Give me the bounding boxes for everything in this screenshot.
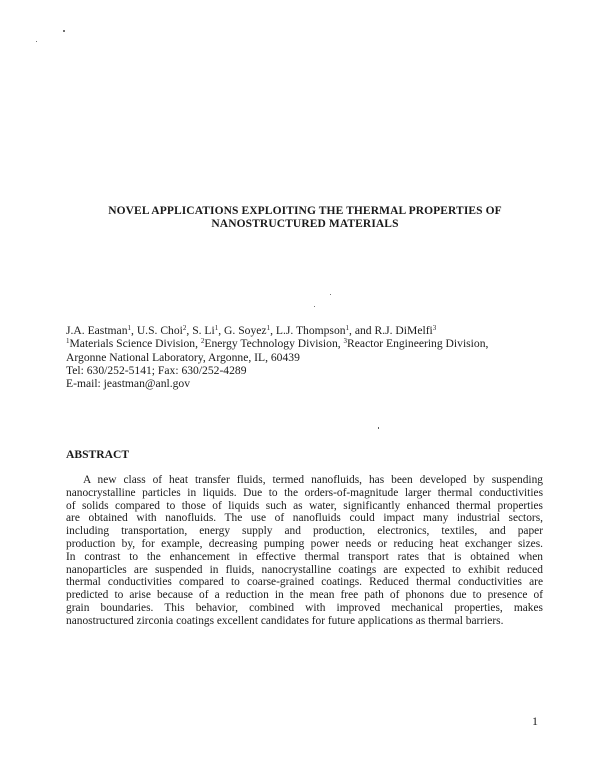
abstract-line: A new class of heat transfer fluids, termed nanofluids, has been developed by suspending	[83, 474, 543, 486]
affiliation-divisions	[66, 337, 556, 350]
affiliation-text: Reactor Engineering Division,	[347, 337, 489, 351]
affiliation-marker: 2	[182, 324, 187, 332]
title-line-2: NANOSTRUCTURED MATERIALS	[211, 218, 399, 230]
affiliation-marker: 1	[266, 324, 271, 332]
author-name: J.A. Eastman	[66, 324, 128, 337]
author-name: , and R.J. DiMelfi	[349, 324, 433, 337]
author-name: , L.J. Thompson	[270, 324, 346, 337]
author-name: , G. Soyez	[218, 324, 267, 337]
page-number: 1	[532, 714, 538, 728]
scan-speck	[378, 427, 379, 429]
affiliation-text: Energy Technology Division,	[204, 337, 344, 351]
scan-speck	[36, 41, 37, 42]
abstract-line: of solids compared to those of liquids such as water, significantly enhanced thermal properties	[66, 499, 543, 512]
affiliation-institution: Argonne National Laboratory, Argonne, IL, 60439	[66, 350, 300, 364]
abstract-line: are obtained with nanofluids. The use of nanofluids could impact many industrial sectors,	[66, 512, 543, 525]
affiliation-text: Materials Science Division,	[69, 337, 201, 351]
author-name: , U.S. Choi	[131, 324, 183, 337]
title-line-1: NOVEL APPLICATIONS EXPLOITING THE THERMAL PROPERTIES OF	[108, 205, 502, 217]
scan-speck	[314, 306, 315, 307]
author-block	[66, 324, 556, 390]
abstract-line: thermal conductivities compared to coarse-grained coatings. Reduced thermal conductivities are	[66, 576, 543, 589]
author-name: , S. Li	[186, 324, 215, 337]
author-list	[66, 324, 556, 337]
paper-title	[60, 205, 550, 231]
abstract-body	[66, 474, 543, 628]
abstract-line: predicted to arise because of a reduction in the mean free path of phonons due to presence of	[66, 589, 543, 602]
scan-speck	[63, 30, 65, 32]
scan-speck	[330, 294, 331, 295]
contact-email: E-mail: jeastman@anl.gov	[66, 377, 191, 391]
abstract-line: nanocrystalline particles in liquids. Due to the orders-of-magnitude larger thermal conductivities	[66, 486, 543, 499]
affiliation-marker: 2	[200, 337, 205, 346]
abstract-heading: ABSTRACT	[66, 448, 130, 461]
abstract-line: nanostructured zirconia coatings excellent candidates for future applications as thermal barriers.	[66, 614, 504, 627]
affiliation-marker: 1	[127, 324, 132, 332]
abstract-line: nanoparticles are suspended in fluids, nanocrystalline coatings are expected to exhibit reduced	[66, 563, 543, 576]
abstract-line: grain boundaries. This behavior, combined with improved mechanical properties, makes	[66, 601, 543, 614]
contact-phone: Tel: 630/252-5141; Fax: 630/252-4289	[66, 363, 247, 377]
affiliation-marker: 3	[432, 324, 437, 332]
abstract-line: In contrast to the enhancement in effective thermal transport rates that is obtained when	[66, 550, 543, 563]
affiliation-marker: 1	[66, 337, 70, 346]
affiliation-marker: 1	[345, 324, 350, 332]
abstract-line: including transportation, energy supply and production, electronics, textiles, and paper	[66, 525, 543, 538]
abstract-line: production by, for example, decreasing pumping power needs or reducing heat exchanger sizes.	[66, 537, 543, 550]
affiliation-marker: 3	[343, 337, 348, 346]
affiliation-marker: 1	[214, 324, 219, 332]
